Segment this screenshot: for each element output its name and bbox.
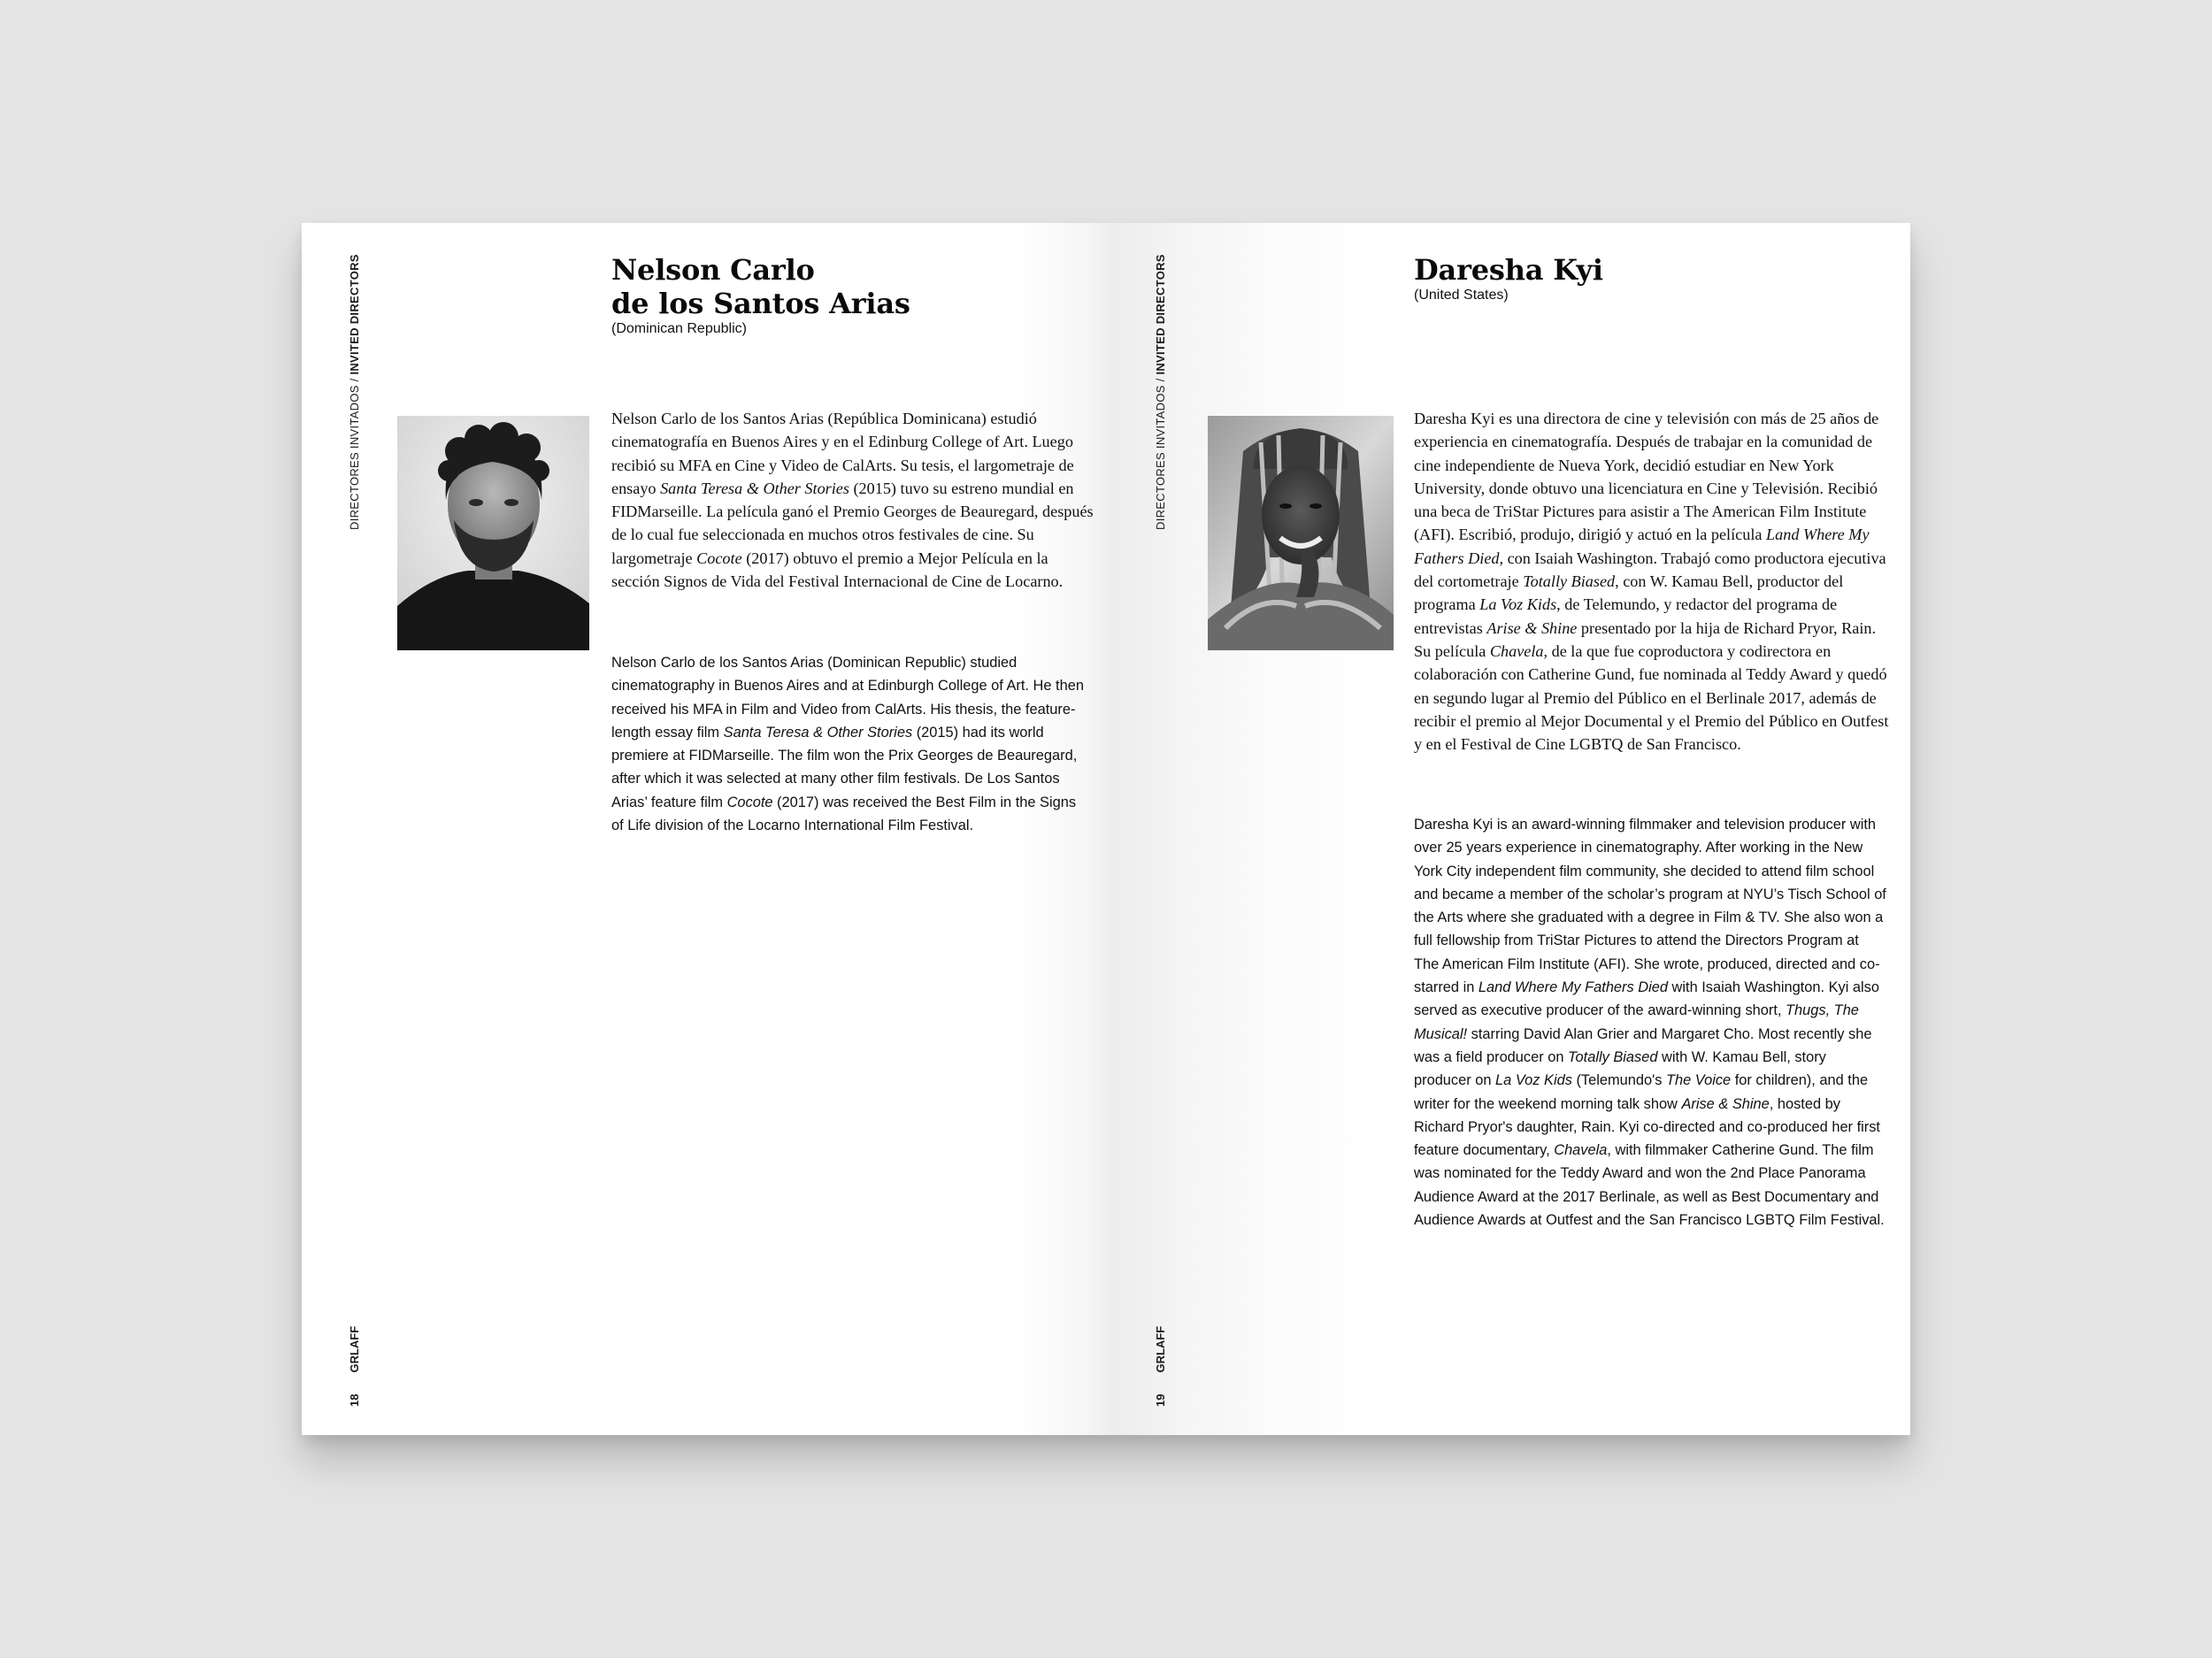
page-folio xyxy=(343,1318,366,1407)
magazine-spread xyxy=(302,223,1910,1435)
bio-es-text-6: , de la que fue coproductora y codirectora en colaboración con Catherine Gund, fue nominada al Teddy Award y quedó en segundo lugar al Premio del Público en el Berlinale 2017, además de recibir el premio al Mejor Documental y el Premio del Público en Outfest y en el Festival de Cine LGBTQ de San Francisco. xyxy=(1414,641,1889,754)
left-page xyxy=(302,223,1110,1435)
bio-en-text-3: (2017) was received the Best Film in the Signs of Life division of the Locarno International Film Festival. xyxy=(611,794,1077,834)
film-title: Thugs, The Musical! xyxy=(1414,1002,1859,1042)
bio-en-text-3: starring David Alan Grier and Margaret Cho. Most recently she was a field producer on xyxy=(1414,1025,1872,1065)
page-number: 18 xyxy=(348,1393,361,1407)
page-number: 19 xyxy=(1154,1393,1167,1407)
page-folio xyxy=(1149,1318,1172,1407)
bio-en-text-6: for children), and the writer for the weekend morning talk show xyxy=(1414,1072,1869,1112)
director-name: Daresha Kyi xyxy=(1414,253,1603,287)
bio-en-text-2: (2015) had its world premiere at FIDMarseille. The film won the Prix Georges de Beauregard, after which it was selected at many other film festivals. De Los Santos Arias’ feature film xyxy=(611,724,1078,810)
bio-es-text-2: , con Isaiah Washington. Trabajó como productora ejecutiva del cortometraje xyxy=(1414,549,1886,591)
program-title: The Voice xyxy=(1665,1072,1732,1089)
film-title: Land Where My Fathers Died xyxy=(1478,979,1668,996)
program-title: La Voz Kids xyxy=(1479,595,1557,614)
bio-en-text-4: with W. Kamau Bell, story producer on xyxy=(1414,1048,1826,1089)
director-portrait xyxy=(397,416,589,650)
bio-es-text-2: (2015) tuvo su estreno mundial en FIDMarseille. La película ganó el Premio Georges de Beauregard, después de lo cual fue seleccionada en muchos otros festivales de cine. Su largometraje xyxy=(611,479,1094,567)
bio-spanish xyxy=(1414,407,1890,756)
portrait-photo-icon xyxy=(397,416,589,650)
running-head xyxy=(1149,254,1172,530)
film-title: Cocote xyxy=(696,549,742,567)
film-title: Cocote xyxy=(726,794,773,810)
bio-en-text-1: Daresha Kyi is an award-winning filmmaker and television producer with over 25 years experience in cinematography. After working in the New York City independent film community, she decided to attend film school and became a member of the scholar’s program at NYU’s Tisch School of the Arts where she graduated with a degree in Film & TV. She also won a full fellowship from TriStar Pictures to attend the Directors Program at The American Film Institute (AFI). She wrote, produced, directed and co-starred in xyxy=(1414,817,1886,996)
program-title: Arise & Shine xyxy=(1681,1095,1770,1112)
director-country: (United States) xyxy=(1414,288,1509,303)
bio-en-text-2: with Isaiah Washington. Kyi also served as executive producer of the award-winning short, xyxy=(1414,979,1879,1019)
bio-en-text-5: (Telemundo's xyxy=(1571,1072,1666,1089)
portrait-photo-icon xyxy=(1208,416,1394,650)
film-title: Santa Teresa & Other Stories xyxy=(660,479,849,497)
running-head-es: DIRECTORES INVITADOS / xyxy=(1154,374,1167,530)
film-title: Totally Biased xyxy=(1523,572,1616,591)
director-name-line-2: de los Santos Arias xyxy=(611,287,910,320)
bio-en-text-8: , with filmmaker Catherine Gund. The film was nominated for the Teddy Award and won the 2nd Place Panorama Audience Award at the 2017 Berlinale, as well as Best Documentary and Audience Awards at Outfest and the San Francisco LGBTQ Film Festival. xyxy=(1414,1142,1885,1229)
bio-en-text-1: Nelson Carlo de los Santos Arias (Dominican Republic) studied cinematography in Buenos Aires and at Edinburgh College of Art. He then received his MFA in Film and Video from CalArts. His thesis, the feature-length essay film xyxy=(611,655,1084,741)
bio-es-text-3: (2017) obtuvo el premio a Mejor Película en la sección Signos de Vida del Festival Internacional de Cine de Locarno. xyxy=(611,549,1064,591)
bio-spanish xyxy=(611,407,1094,593)
bio-english xyxy=(1414,813,1887,1232)
bio-en-text-7: , hosted by Richard Pryor's daughter, Rain. Kyi co-directed and co-produced her first feature documentary, xyxy=(1414,1095,1880,1159)
publication-label: GRLAFF xyxy=(348,1325,361,1373)
director-name-line-1: Nelson Carlo xyxy=(611,253,815,287)
bio-es-text-1: Daresha Kyi es una directora de cine y televisión con más de 25 años de experiencia en cinematografía. Después de trabajar en la comunidad de cine independiente de Nueva York, decidió estudiar en New York University, donde obtuvo una licenciatura en Cine y Televisión. Recibió una beca de TriStar Pictures para asistir a The American Film Institute (AFI). Escribió, produjo, dirigió y actuó en la película xyxy=(1414,410,1879,544)
bio-es-text-5: presentado por la hija de Richard Pryor, Rain. Su película xyxy=(1414,618,1877,660)
film-title: Chavela xyxy=(1489,641,1544,660)
film-title: Land Where My Fathers Died xyxy=(1414,526,1870,567)
bio-es-text-1: Nelson Carlo de los Santos Arias (República Dominicana) estudió cinematografía en Buenos Aires y en el Edinburg College of Art. Luego recibió su MFA en Cine y Video de CalArts. Su tesis, el largometraje de ensayo xyxy=(611,410,1074,497)
bio-english xyxy=(611,651,1089,837)
bio-es-text-3: , con W. Kamau Bell, productor del programa xyxy=(1414,572,1844,614)
program-title: Arise & Shine xyxy=(1486,618,1578,637)
program-title: La Voz Kids xyxy=(1495,1072,1572,1089)
running-head-en: INVITED DIRECTORS xyxy=(348,254,361,375)
running-head-es: DIRECTORES INVITADOS / xyxy=(348,374,361,530)
right-page xyxy=(1110,223,1910,1435)
film-title: Santa Teresa & Other Stories xyxy=(723,724,913,741)
film-title: Chavela xyxy=(1554,1142,1608,1159)
running-head-en: INVITED DIRECTORS xyxy=(1154,254,1167,375)
bio-es-text-4: , de Telemundo, y redactor del programa de entrevistas xyxy=(1414,595,1838,637)
director-portrait xyxy=(1208,416,1394,650)
program-title: Totally Biased xyxy=(1568,1048,1658,1065)
running-head xyxy=(343,254,366,530)
director-name xyxy=(611,253,910,320)
director-country: (Dominican Republic) xyxy=(611,321,747,336)
publication-label: GRLAFF xyxy=(1154,1325,1167,1373)
